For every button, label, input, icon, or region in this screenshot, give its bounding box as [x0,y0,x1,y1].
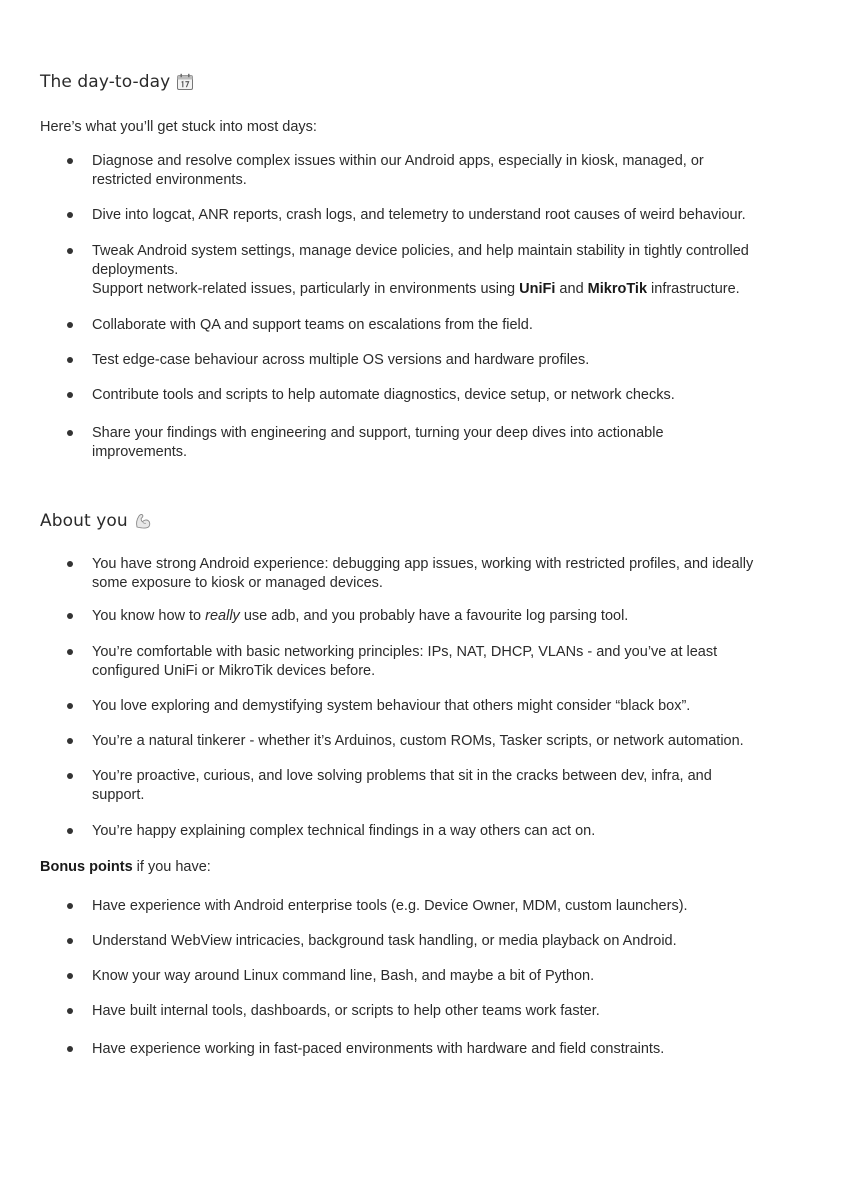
bullet [67,561,73,567]
section-title: The day-to-day [40,72,171,92]
bullet [67,322,73,328]
bullet [67,357,73,363]
bullet [67,903,73,909]
section-heading-day-to-day [40,72,194,92]
bonus-bold: Bonus points [40,859,133,875]
calendar-icon [176,73,194,91]
bonus-intro: Bonus points if you have: [40,859,211,875]
bullet [67,248,73,254]
adb-line: You know how to really use adb, and you probably have a favourite log parsing tool. [92,608,629,624]
intro-text: Here’s what you’ll get stuck into most days: [40,119,317,135]
unifi-text: UniFi [519,281,556,297]
bullet [67,1008,73,1014]
bullet [67,649,73,655]
bullet [67,773,73,779]
bullet [67,938,73,944]
document-page: The day-to-day Here’s what you’ll get stuck into most days: Diagnose and resolve complex issues within our Android apps, especially in kiosk, managed, or restricted environments. Dive into logcat, ANR reports, crash logs, and telemetry to understand root causes of weird behaviour. Tweak Android system settings, manage device policies, and help maintain stability in tightly controlled deployments. Support network-related issues, particularly in environments using UniFi and MikroTik infrastructure. Collaborate with QA and support teams on escalations from the field. Test edge-case behaviour across multiple OS versions and hardware profiles. Contribute tools and scripts to help automate diagnostics, device setup, or network checks. Share your findings with engineering and support, turning your deep dives into actionable improvements. About you You have strong Android experience: debugging app issues, working with restricted profiles, and ideally some exposure to kiosk or managed devices. You know how to really use adb, and you probably have a favourite log parsing tool. You’re comfortable with basic networking principles: IPs, NAT, DHCP, VLANs - and you’ve at least configured UniFi or MikroTik devices before. You love exploring and demystifying system behaviour that others might consider “black box”. You’re a natural tinkerer - whether it’s Arduinos, custom ROMs, Tasker scripts, or network automation. You’re proactive, curious, and love solving problems that sit in the cracks between dev, infra, and support. You’re happy explaining complex technical findings in a way others can act on. Bonus points if you have: Have experience with Android enterprise tools (e.g. Device Owner, MDM, custom launchers). Understand WebView intricacies, background task handling, or media playback on Android. Know your way around Linux command line, Bash, and maybe a bit of Python. Have built internal tools, dashboards, or scripts to help other teams work faster. Have experience working in fast-paced environments with hardware and field constraints. [0,0,850,1200]
bullet [67,392,73,398]
bullet [67,212,73,218]
bullet [67,613,73,619]
mikrotik-text: MikroTik [587,281,648,297]
network-support-line: Support network-related issues, particularly in environments using UniFi and MikroTik infrastructure. [92,281,740,297]
emphasis-really: really [205,608,240,624]
flexed-biceps-icon [134,512,152,530]
bullet [67,703,73,709]
bullet [67,973,73,979]
bullet [67,158,73,164]
section-title: About you [40,511,128,531]
bullet [67,738,73,744]
bullet [67,430,73,436]
bullet [67,828,73,834]
section-heading-about-you [40,511,152,531]
bullet [67,1046,73,1052]
